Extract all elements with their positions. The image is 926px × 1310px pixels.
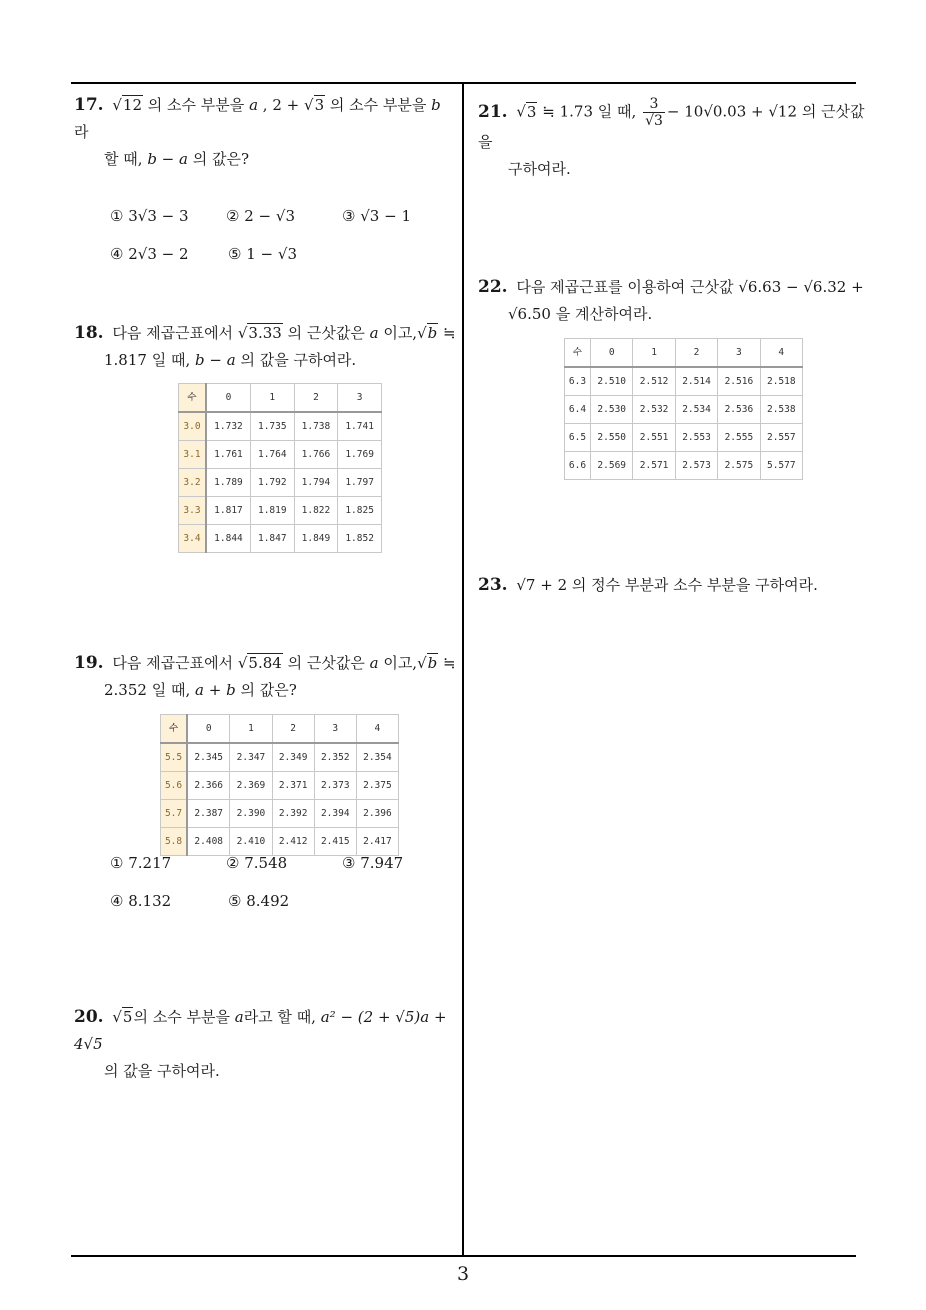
sqrt-3: √3 <box>304 96 325 114</box>
choice-5[interactable]: ⑤ 1 − √3 <box>228 244 297 263</box>
choices-19 <box>74 844 458 920</box>
sqrt-5: √5 <box>112 1008 133 1026</box>
choice-5[interactable]: ⑤ 8.492 <box>228 891 290 910</box>
table-row: 6.5 2.550 2.551 2.553 2.555 2.557 <box>565 424 803 452</box>
square-root-table-22: 수 0 1 2 3 4 6.3 2.510 2.512 2.514 2.516 2.518 6.4 2.530 2.532 2.534 2.536 2.538 6.5 2.550 2.551 2.553 2.555 2.557 6.6 2.569 2.571 2.573 2.575 5.577 <box>564 338 803 480</box>
table-row: 6.6 2.569 2.571 2.573 2.575 5.577 <box>565 452 803 480</box>
choice-4[interactable]: ④ 8.132 <box>110 891 172 910</box>
choice-4[interactable]: ④ 2√3 − 2 <box>110 244 189 263</box>
table-row: 5.5 2.345 2.347 2.349 2.352 2.354 <box>161 743 399 772</box>
table-row: 3.2 1.789 1.792 1.794 1.797 <box>179 469 382 497</box>
table-row: 3.1 1.761 1.764 1.766 1.769 <box>179 441 382 469</box>
sqrt-b: √b <box>417 324 438 342</box>
choice-1[interactable]: ① 7.217 <box>110 853 172 872</box>
square-root-table-19: 수 0 1 2 3 4 5.5 2.345 2.347 2.349 2.352 2.354 5.6 2.366 2.369 2.371 2.373 2.375 5.7 2.387 2.390 2.392 2.394 2.396 5.8 2.408 2.410 2.412 2.415 2.417 <box>160 714 399 856</box>
table-row: 5.7 2.387 2.390 2.392 2.394 2.396 <box>161 800 399 828</box>
question-22: 22. 다음 제곱근표를 이용하여 근삿값 √6.63 − √6.32 + √6.50 을 계산하여라. <box>478 277 864 323</box>
table-row: 5.8 2.408 2.410 2.412 2.415 2.417 <box>161 828 399 856</box>
table-row: 3.0 1.732 1.735 1.738 1.741 <box>179 412 382 441</box>
question-number: 17. <box>74 95 104 115</box>
choices-17 <box>74 197 458 273</box>
top-rule <box>71 82 856 84</box>
sqrt-5-84: √5.84 <box>237 654 282 672</box>
page-number: 3 <box>456 1263 470 1285</box>
table-row: 3.3 1.817 1.819 1.822 1.825 <box>179 497 382 525</box>
question-21: 21. √3 ≒ 1.73 일 때, $\frac{3}{√3}$ − 10√0.03 + √12 의 근삿값을 구하여라. <box>478 96 865 178</box>
table-row: 5.6 2.366 2.369 2.371 2.373 2.375 <box>161 772 399 800</box>
choice-2[interactable]: ② 7.548 <box>226 853 288 872</box>
question-17: 17. √12 의 소수 부분을 a , 2 + √3 의 소수 부분을 b 라 할 때, b − a 의 값은? ① 3√3 − 3 ② 2 − √3 ③ √3 − 1 ④ 2√3 − 2 ⑤ 1 − √3 <box>74 92 458 273</box>
sqrt-b: √b <box>417 654 438 672</box>
choice-3[interactable]: ③ 7.947 <box>342 853 404 872</box>
fraction-3-over-sqrt3: $\frac{3}{√3}$ <box>645 96 663 129</box>
choice-1[interactable]: ① 3√3 − 3 <box>110 206 189 225</box>
table-row: 6.4 2.530 2.532 2.534 2.536 2.538 <box>565 396 803 424</box>
sqrt-3-33: √3.33 <box>237 324 282 342</box>
question-23: 23. √7 + 2 의 정수 부분과 소수 부분을 구하여라. <box>478 575 818 595</box>
column-divider <box>462 83 464 1256</box>
choice-2[interactable]: ② 2 − √3 <box>226 206 295 225</box>
table-row: 3.4 1.844 1.847 1.849 1.852 <box>179 525 382 553</box>
bottom-rule <box>71 1255 856 1257</box>
question-20: 20. √5의 소수 부분을 a라고 할 때, a² − (2 + √5)a + 4√5 의 값을 구하여라. <box>74 1007 447 1080</box>
choice-3[interactable]: ③ √3 − 1 <box>342 206 411 225</box>
question-19: 19. 다음 제곱근표에서 √5.84 의 근삿값은 a 이고,√b ≒ 2.352 일 때, a + b 의 값은? <box>74 653 456 699</box>
question-18: 18. 다음 제곱근표에서 √3.33 의 근삿값은 a 이고,√b ≒ 1.817 일 때, b − a 의 값을 구하여라. <box>74 323 456 369</box>
table-row: 6.3 2.510 2.512 2.514 2.516 2.518 <box>565 367 803 396</box>
square-root-table-18: 수 0 1 2 3 3.0 1.732 1.735 1.738 1.741 3.1 1.761 1.764 1.766 1.769 3.2 1.789 1.792 1.794 1.797 3.3 1.817 1.819 1.822 1.825 3.4 1.844 1.847 1.849 1.852 <box>178 383 382 553</box>
sqrt-3: √3 <box>516 102 537 121</box>
sqrt-12: √12 <box>112 96 143 114</box>
